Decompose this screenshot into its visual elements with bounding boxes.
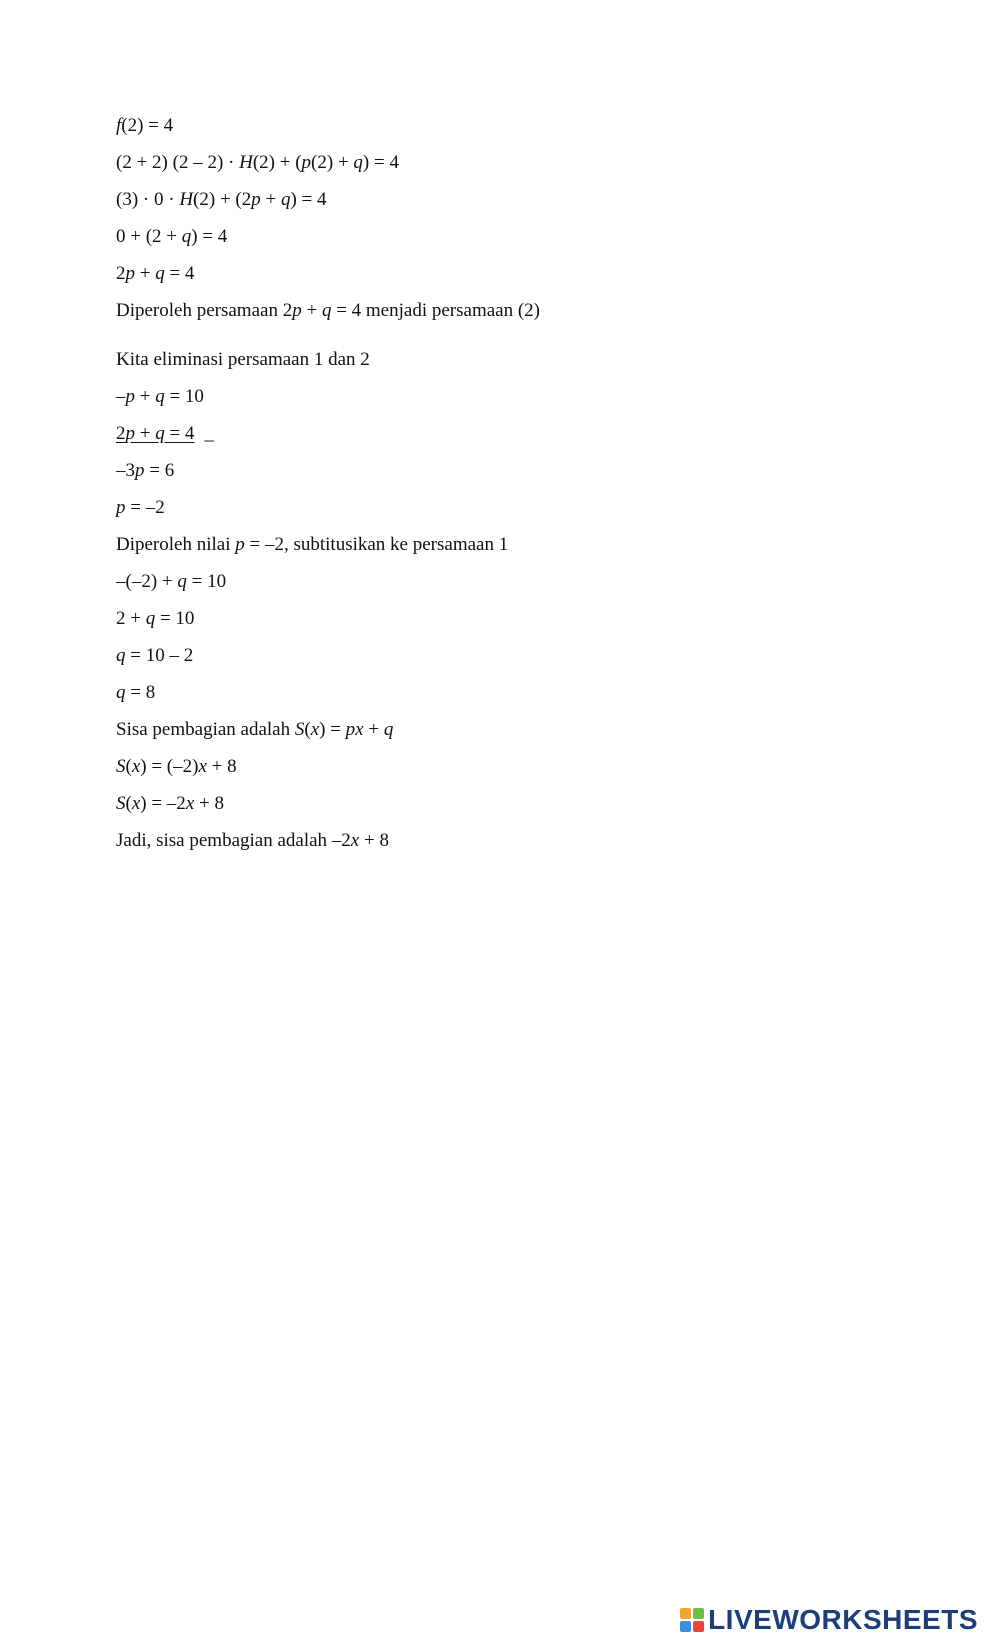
- math-variable: px: [345, 719, 364, 740]
- math-line-text: [116, 263, 194, 284]
- math-line-text: [116, 423, 194, 444]
- math-text: + 8: [194, 793, 224, 814]
- math-variable: x: [131, 756, 141, 777]
- math-variable: S: [116, 793, 126, 814]
- math-variable: q: [155, 263, 165, 284]
- math-text: (3) · 0 ·: [116, 189, 180, 210]
- math-line: [116, 299, 916, 323]
- math-text: = –2: [125, 497, 165, 518]
- math-line: [116, 114, 916, 138]
- math-variable: q: [116, 682, 126, 703]
- math-text: = 10: [155, 608, 195, 629]
- math-variable: q: [280, 189, 291, 210]
- math-variable: p: [301, 152, 312, 173]
- math-variable: q: [181, 226, 192, 247]
- math-variable: q: [155, 386, 165, 407]
- math-line-text: [116, 189, 327, 210]
- math-line: [116, 385, 916, 409]
- math-text: +: [363, 719, 384, 740]
- math-line-text: [116, 830, 389, 851]
- math-text: –(–2) +: [116, 571, 178, 592]
- math-text: (2) +: [311, 152, 354, 173]
- math-line-text: [116, 682, 155, 703]
- math-text: Sisa pembagian adalah: [116, 719, 295, 740]
- math-variable: q: [155, 423, 165, 444]
- math-line: [116, 607, 916, 631]
- math-line-text: [116, 793, 224, 814]
- math-text: (: [125, 756, 132, 777]
- math-variable: p: [125, 386, 135, 407]
- math-line: [116, 533, 916, 557]
- math-text: ) = –2: [140, 793, 186, 814]
- paragraph-gap: [116, 336, 916, 348]
- math-text: –: [116, 386, 126, 407]
- logo-square: [680, 1621, 691, 1632]
- math-line: [116, 188, 916, 212]
- math-variable: H: [239, 152, 253, 173]
- math-text: Diperoleh nilai: [116, 534, 236, 555]
- math-text: Jadi, sisa pembagian adalah –2: [116, 830, 351, 851]
- math-text: +: [301, 300, 322, 321]
- math-variable: p: [125, 263, 135, 284]
- math-line-text: [116, 115, 173, 136]
- math-text: = 10: [164, 386, 204, 407]
- math-text: +: [135, 386, 156, 407]
- math-text: = –2, subtitusikan ke persamaan 1: [244, 534, 509, 555]
- math-line-text: [116, 386, 204, 407]
- math-line: [116, 348, 916, 372]
- math-line: [116, 570, 916, 594]
- math-line: [116, 225, 916, 249]
- math-text: = 6: [144, 460, 175, 481]
- math-line-text: [116, 152, 399, 173]
- math-line: [116, 681, 916, 705]
- math-variable: x: [350, 830, 360, 851]
- math-text: Kita eliminasi persamaan 1 dan 2: [116, 349, 370, 370]
- math-variable: q: [177, 571, 187, 592]
- math-line-text: [116, 497, 165, 518]
- math-variable: p: [116, 497, 126, 518]
- math-line-text: [116, 226, 227, 247]
- math-variable: x: [310, 719, 320, 740]
- liveworksheets-logo-icon: [680, 1608, 704, 1632]
- math-variable: x: [131, 793, 141, 814]
- math-text: +: [260, 189, 281, 210]
- subtraction-mark: _: [204, 423, 214, 444]
- math-text: = 10: [186, 571, 227, 592]
- math-variable: q: [321, 300, 332, 321]
- math-text: ) = 4: [290, 189, 327, 210]
- liveworksheets-logo[interactable]: [680, 1603, 978, 1637]
- math-line: [116, 718, 916, 742]
- math-text: ) = 4: [191, 226, 228, 247]
- math-line: [116, 151, 916, 175]
- math-variable: p: [292, 300, 302, 321]
- math-line: [116, 644, 916, 668]
- math-variable: S: [116, 756, 126, 777]
- math-line: [116, 422, 916, 446]
- math-text: ) = 4: [362, 152, 399, 173]
- math-variable: p: [251, 189, 261, 210]
- math-variable: f: [116, 115, 122, 136]
- math-variable: H: [179, 189, 194, 210]
- math-variable: S: [294, 719, 305, 740]
- math-variable: q: [353, 152, 363, 173]
- math-line-text: [116, 645, 193, 666]
- math-text: +: [135, 263, 156, 284]
- math-line: [116, 792, 916, 816]
- math-variable: q: [383, 719, 394, 740]
- math-variable: p: [235, 534, 245, 555]
- math-text: ) =: [319, 719, 346, 740]
- math-text: 2: [116, 263, 126, 284]
- math-line: [116, 829, 916, 853]
- math-line: [116, 459, 916, 483]
- math-line-text: [116, 460, 174, 481]
- math-text: 2: [116, 423, 126, 444]
- math-text: (: [125, 793, 132, 814]
- logo-square: [693, 1608, 704, 1619]
- math-text: (2 + 2) (2 – 2) ·: [116, 152, 240, 173]
- math-variable: q: [145, 608, 156, 629]
- math-variable: x: [185, 793, 195, 814]
- math-variable: p: [125, 423, 135, 444]
- worksheet-content: [116, 114, 916, 866]
- math-line-text: [116, 608, 194, 629]
- math-text: = 4: [164, 423, 195, 444]
- math-line-text: [116, 571, 226, 592]
- math-line: [116, 262, 916, 286]
- logo-square: [693, 1621, 704, 1632]
- math-text: ) = (–2): [140, 756, 199, 777]
- math-text: + 8: [359, 830, 389, 851]
- math-variable: p: [135, 460, 145, 481]
- math-text: 2 +: [116, 608, 146, 629]
- math-text: + 8: [206, 756, 237, 777]
- math-line: [116, 496, 916, 520]
- math-text: = 8: [125, 682, 156, 703]
- math-text: = 10 – 2: [125, 645, 194, 666]
- math-line-text: [116, 349, 370, 370]
- math-text: = 4 menjadi persamaan (2): [331, 300, 540, 321]
- math-line-text: [116, 719, 393, 740]
- math-text: +: [135, 423, 156, 444]
- math-text: (: [304, 719, 311, 740]
- math-line: [116, 755, 916, 779]
- math-variable: q: [116, 645, 126, 666]
- logo-square: [680, 1608, 691, 1619]
- math-text: (2) = 4: [121, 115, 174, 136]
- math-line-text: [116, 756, 237, 777]
- math-text: (2) + (2: [193, 189, 252, 210]
- math-text: 0 + (2 +: [116, 226, 182, 247]
- math-text: –3: [116, 460, 135, 481]
- math-variable: x: [198, 756, 207, 777]
- math-text: = 4: [164, 263, 195, 284]
- math-line-text: [116, 534, 508, 555]
- logo-text: LIVEWORKSHEETS: [708, 1604, 978, 1635]
- math-line-text: [116, 300, 540, 321]
- math-text: Diperoleh persamaan 2: [116, 300, 293, 321]
- math-text: (2) + (: [252, 152, 302, 173]
